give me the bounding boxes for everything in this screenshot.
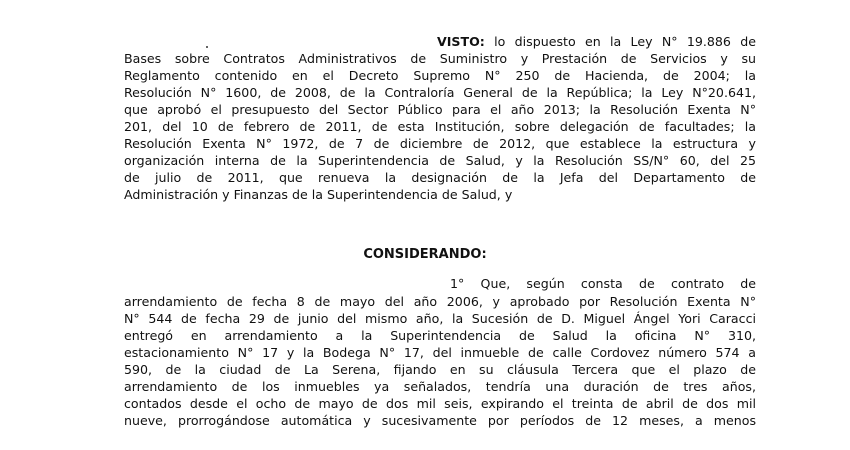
scan-speck: [206, 46, 208, 48]
considerando-line-6: arrendamiento de los inmuebles ya señalados, tendría una duración de tres años,: [124, 379, 756, 394]
visto-heading: VISTO:: [437, 34, 485, 49]
considerando-line-2: N° 544 de fecha 29 de junio del mismo año, la Sucesión de D. Miguel Ángel Yori Caracci: [124, 311, 756, 326]
visto-line-5: 201, del 10 de febrero de 2011, de esta Institución, sobre delegación de facultades; la: [124, 119, 756, 134]
visto-line-6: Resolución Exenta N° 1972, de 7 de diciembre de 2012, que establece la estructura y: [124, 136, 756, 151]
visto-line-0: lo dispuesto en la Ley N° 19.886 de: [494, 34, 756, 49]
considerando-line-4: estacionamiento N° 17 y la Bodega N° 17, del inmueble de calle Cordovez número 574 a: [124, 345, 756, 360]
considerando-line-7: contados desde el ocho de mayo de dos mil seis, expirando el treinta de abril de dos mil: [124, 396, 756, 411]
visto-line-1: Bases sobre Contratos Administrativos de Suministro y Prestación de Servicios y su: [124, 51, 756, 66]
visto-first-line: [437, 34, 756, 50]
clause-number: 1°: [450, 276, 465, 291]
considerando-line-0: Que, según consta de contrato de: [480, 276, 756, 291]
considerando-line-5: 590, de la ciudad de La Serena, fijando en su cláusula Tercera que el plazo de: [124, 362, 756, 377]
considerando-line-3: entregó en arrendamiento a la Superintendencia de Salud la oficina N° 310,: [124, 328, 756, 343]
visto-line-4: que aprobó el presupuesto del Sector Público para el año 2013; la Resolución Exenta N°: [124, 102, 756, 117]
considerando-heading: CONSIDERANDO:: [363, 247, 487, 262]
considerando-line-1: arrendamiento de fecha 8 de mayo del año 2006, y aprobado por Resolución Exenta N°: [124, 294, 756, 309]
considerando-line-8: nueve, prorrogándose automática y sucesivamente por períodos de 12 meses, a menos: [124, 413, 756, 428]
visto-line-3: Resolución N° 1600, de 2008, de la Contraloría General de la República; la Ley N°20.641,: [124, 85, 756, 100]
visto-line-8: de julio de 2011, que renueva la designación de la Jefa del Departamento de: [124, 170, 756, 185]
visto-line-2: Reglamento contenido en el Decreto Supremo N° 250 de Hacienda, de 2004; la: [124, 68, 756, 83]
visto-line-9: Administración y Finanzas de la Superintendencia de Salud, y: [124, 187, 513, 202]
considerando-first-line: [450, 276, 756, 292]
visto-line-7: organización interna de la Superintendencia de Salud, y la Resolución SS/N° 60, del 25: [124, 153, 756, 168]
